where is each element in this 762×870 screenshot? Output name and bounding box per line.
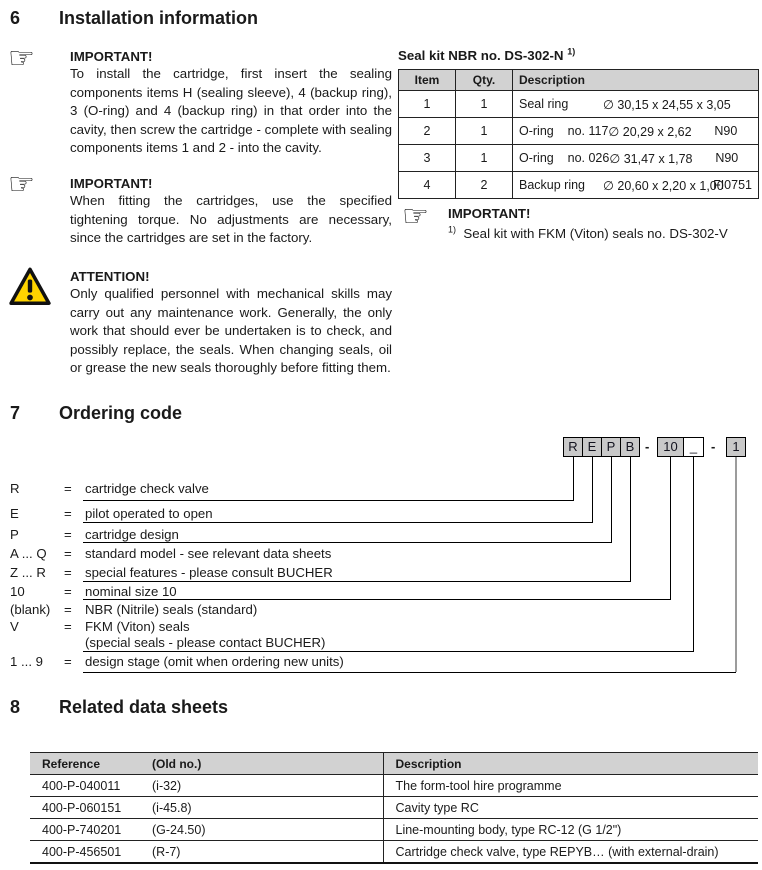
cell-qty: 1 [456, 145, 513, 172]
cell-description: O-ring no. 026 ∅ 31,47 x 1,78 N90 [513, 145, 759, 172]
table-row [30, 775, 758, 797]
code-box-1: 1 [726, 437, 746, 457]
legend-underline [83, 581, 631, 582]
warning-triangle-icon [8, 266, 52, 307]
cell-reference: 400-P-040011 [30, 775, 140, 797]
cell-item: 4 [399, 172, 456, 199]
legend-underline [83, 651, 694, 652]
col-header-description: Description [513, 70, 759, 91]
connector-line [611, 457, 612, 542]
section-6-title: Installation information [59, 8, 259, 28]
cell-description: Backup ring ∅ 20,60 x 2,20 x 1,00 FI0751 [513, 172, 759, 199]
cell-reference: 400-P-060151 [30, 797, 140, 819]
legend-underline [83, 542, 612, 543]
cell-description: Seal ring ∅ 30,15 x 24,55 x 3,05 [513, 91, 759, 118]
code-box-P: P [601, 437, 621, 457]
code-box-B: B [620, 437, 640, 457]
seal-note-heading: IMPORTANT! [448, 206, 531, 221]
related-header-row [30, 753, 758, 775]
code-box-10: 10 [657, 437, 684, 457]
cell-reference: 400-P-456501 [30, 841, 140, 864]
code-dash: - [645, 439, 650, 454]
section-6-number: 6 [10, 8, 21, 28]
code-dash: - [711, 439, 716, 454]
cell-qty: 2 [456, 172, 513, 199]
cell-description: O-ring no. 117 ∅ 20,29 x 2,62 N90 [513, 118, 759, 145]
cell-item: 3 [399, 145, 456, 172]
cell-old-no: (i-32) [140, 775, 383, 797]
connector-line [630, 457, 631, 581]
cell-description: Cavity type RC [383, 797, 758, 819]
section-7-heading [10, 403, 182, 424]
section-8-heading [10, 697, 228, 718]
table-row [399, 118, 759, 145]
attention-note-body: Only qualified personnel with mechanical skills may carry out any maintenance work. Generally, the only work that should ever be undertaken is to check, and possibly replace, the seals. When changing seals, oil or grease the new seals thoroughly before fitting them. [70, 286, 392, 376]
table-row [399, 172, 759, 199]
cell-qty: 1 [456, 118, 513, 145]
seal-kit-title: Seal kit NBR no. DS-302-N $^{1)}$ [398, 46, 576, 63]
cell-old-no: (i-45.8) [140, 797, 383, 819]
section-8-title: Related data sheets [59, 697, 229, 717]
seal-kit-title-footnote-ref: 1) [567, 46, 576, 57]
legend-underline [83, 672, 736, 673]
col-header-old-no: (Old no.) [140, 753, 383, 775]
datasheet-page: 6 Installation information ☞ IMPORTANT! To install the cartridge, first insert the sealing components items H (sealing sleeve), 4 (backup ring), 3 (O-ring) and 4 (backup ring) in that order into the cavity, then screw the cartridge - complete with sealing components items 1 and 2 - into the cavity. ☞ IMPORTANT! When fitting the cartridges, use the specified tightening torque. No adjustments are necessary, since the cartridges are set in the factory. ATTENTION! Only qualified personnel with mechanical skills may carry out any maintenance work. Generally, the only work that should ever be undertaken is to check, and possibly replace, the seals. When changing seals, oil or grease the new seals thoroughly before fitting them. Seal kit NBR no. DS-302-N $^{1)}$ Item Qty. Description 1 1 Seal ring ∅ 30,15 x 24,55 x 3,05 2 1 O-ring no. 117 ∅ 20,29 x 2,62 N90 3 1 O-ring no. 026 ∅ 31,47 x 1,78 N90 4 2 Backup ring ∅ 20,60 x 2,20 x 1,00 FI0751 ☞ IMPORTANT! $^{1)}$ Seal kit with FKM (Viton) seals no. DS-302-V 7 Ordering code R E P B - 10 _ - 1 R = cartridge check valve E = pilot operated to open P = cartridge design A ... Q = standard model - see relevant data sheets Z ... R = special features - please consult BUCHER 10 = nominal size 10 (blank) = NBR (Nitrile) seals (standard) V = FKM (Viton) seals (special seals - please contact BUCHER) 1 ... 9 = design stage (omit when ordering new units) 8 Related data sheets Reference (Old no.) Description 400-P-040011 (i-32) The form-tool hire programme 400-P-060151 (i-45.8) Cavity type RC 400-P-740201 (G-24.50) Line-mounting body, type RC-12 (G 1/2") 400-P-456501 (R-7) Cartridge check valve, type REPYB… (with external-drain) [0, 0, 762, 870]
col-header-item: Item [399, 70, 456, 91]
col-header-qty: Qty. [456, 70, 513, 91]
cell-description: The form-tool hire programme [383, 775, 758, 797]
connector-line [573, 457, 574, 500]
section-6-heading [10, 8, 258, 29]
legend-underline [83, 599, 671, 600]
seal-kit-table [398, 69, 759, 199]
table-row [30, 797, 758, 819]
pointing-hand-icon: ☞ [8, 168, 35, 201]
cell-reference: 400-P-740201 [30, 819, 140, 841]
table-row [399, 91, 759, 118]
cell-item: 1 [399, 91, 456, 118]
important-note-2-heading: IMPORTANT! [70, 176, 153, 191]
important-note-1-body: To install the cartridge, first insert the sealing components items H (sealing sleeve), 4 (backup ring), 3 (O-ring) and 4 (backup ring) in that order into the cavity, then screw the cartridge - complete with sealing components items 1 and 2 - into the cavity. [70, 66, 392, 156]
code-box-blank: _ [683, 437, 704, 457]
cell-item: 2 [399, 118, 456, 145]
pointing-hand-icon: ☞ [402, 200, 429, 233]
cell-qty: 1 [456, 91, 513, 118]
footnote-ref: 1) [448, 224, 457, 235]
legend-underline [83, 500, 574, 501]
important-note-1-heading: IMPORTANT! [70, 49, 153, 64]
cell-description: Cartridge check valve, type REPYB… (with external-drain) [383, 841, 758, 864]
related-data-sheets-table [30, 752, 758, 864]
connector-line [693, 457, 694, 651]
cell-description: Line-mounting body, type RC-12 (G 1/2") [383, 819, 758, 841]
connector-line [735, 457, 737, 672]
legend-underline [83, 522, 593, 523]
section-8-number: 8 [10, 697, 21, 717]
important-note-2-body: When fitting the cartridges, use the specified tightening torque. No adjustments are necessary, since the cartridges are set in the factory. [70, 193, 392, 246]
section-7-number: 7 [10, 403, 21, 423]
col-header-reference: Reference [30, 753, 140, 775]
connector-line [592, 457, 593, 522]
pointing-hand-icon: ☞ [8, 42, 35, 75]
section-7-title: Ordering code [59, 403, 183, 423]
code-box-E: E [582, 437, 602, 457]
seal-note-footnote: $^{1)}$ Seal kit with FKM (Viton) seals no. DS-302-V [448, 224, 728, 241]
seal-kit-header-row [399, 70, 759, 91]
connector-line [670, 457, 671, 599]
cell-old-no: (R-7) [140, 841, 383, 864]
table-row [30, 819, 758, 841]
table-row [399, 145, 759, 172]
col-header-description: Description [383, 753, 758, 775]
table-row [30, 841, 758, 864]
attention-note-heading: ATTENTION! [70, 269, 150, 284]
code-box-R: R [563, 437, 583, 457]
cell-old-no: (G-24.50) [140, 819, 383, 841]
